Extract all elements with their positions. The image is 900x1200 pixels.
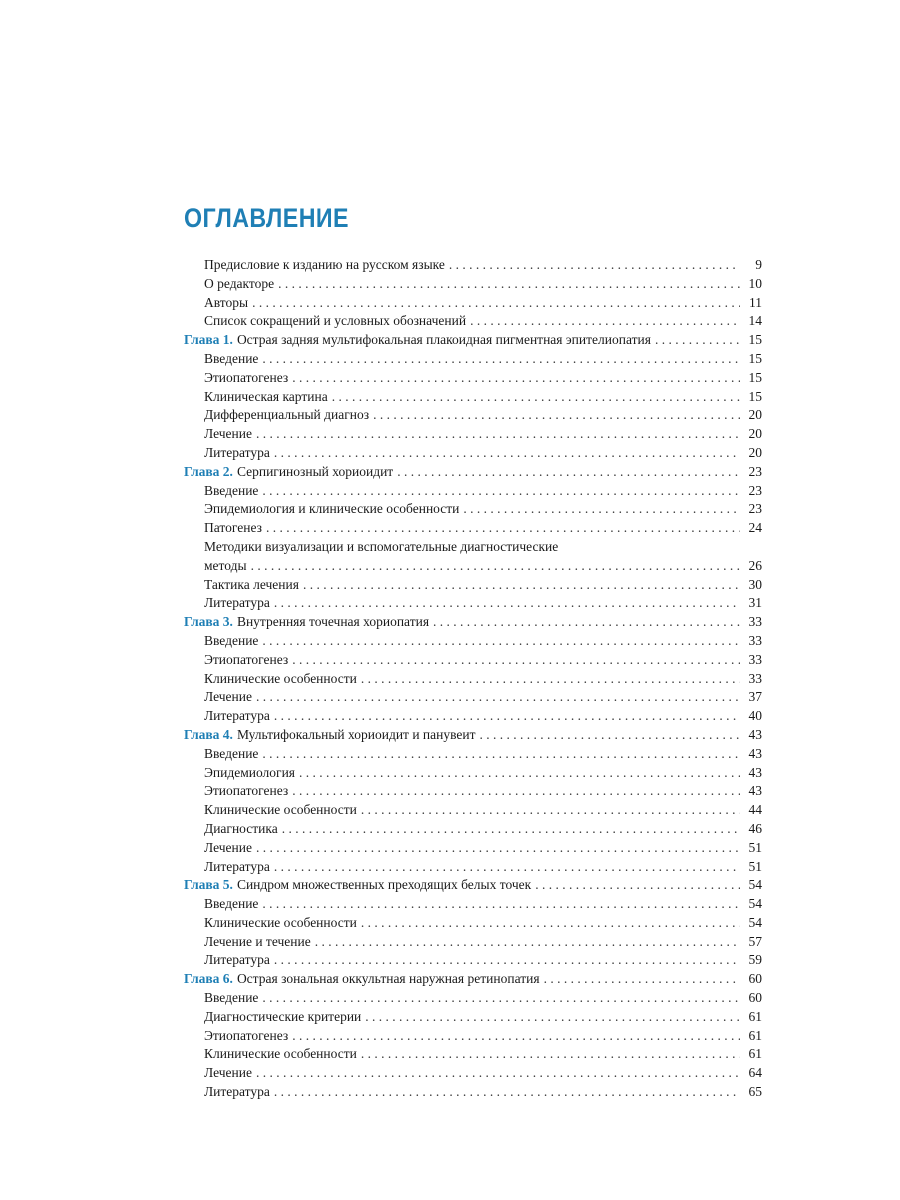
toc-entry-label xyxy=(204,594,270,613)
toc-entry-text: Этиопатогенез xyxy=(204,369,289,385)
page-number: 26 xyxy=(748,557,762,573)
dot-leader xyxy=(262,632,740,651)
toc-entry-text: Клинические особенности xyxy=(204,670,357,686)
toc-entry-label xyxy=(184,331,651,350)
toc-entry-label xyxy=(184,463,393,482)
toc-chapter-entry[interactable] xyxy=(184,876,762,895)
toc-entry-text: Лечение xyxy=(204,1065,252,1081)
dot-leader xyxy=(274,858,740,877)
toc-entry-label xyxy=(204,895,258,914)
page-number: 20 xyxy=(748,444,762,460)
page-number: 61 xyxy=(748,1046,762,1062)
dot-leader xyxy=(251,557,740,576)
page-number: 54 xyxy=(748,914,762,930)
toc-entry[interactable] xyxy=(184,444,762,463)
toc-entry-text: Список сокращений и условных обозначений xyxy=(204,313,467,329)
toc-entry[interactable] xyxy=(184,312,762,331)
dot-leader xyxy=(292,782,740,801)
toc-entry[interactable] xyxy=(184,388,762,407)
toc-chapter-entry[interactable] xyxy=(184,970,762,989)
toc-entry-label xyxy=(204,951,270,970)
toc-entry-text: методы xyxy=(204,557,247,573)
toc-entry-text: Диагностические критерии xyxy=(204,1008,362,1024)
toc-entry-label xyxy=(204,1083,270,1102)
toc-entry-text: О редакторе xyxy=(204,275,275,291)
dot-leader xyxy=(274,444,740,463)
dot-leader xyxy=(262,350,740,369)
page-number: 43 xyxy=(748,764,762,780)
dot-leader xyxy=(274,707,740,726)
page-number: 23 xyxy=(748,482,762,498)
page-number: 51 xyxy=(748,858,762,874)
dot-leader xyxy=(361,670,740,689)
toc-entry-label xyxy=(204,1027,288,1046)
toc-entry-label xyxy=(204,500,459,519)
toc-entry-label xyxy=(204,632,258,651)
dot-leader xyxy=(299,764,740,783)
toc-entry-text: Литература xyxy=(204,858,270,874)
toc-entry-label xyxy=(204,482,258,501)
page-number: 10 xyxy=(748,275,762,291)
toc-entry-text-line1: Методики визуализации и вспомогательные диагностические xyxy=(204,538,559,554)
toc-entry-label xyxy=(204,369,288,388)
toc-entry-label xyxy=(204,651,288,670)
dot-leader xyxy=(278,275,740,294)
page-number: 15 xyxy=(748,332,762,348)
dot-leader xyxy=(470,312,740,331)
page-number: 61 xyxy=(748,1008,762,1024)
toc-entry-text: Лечение xyxy=(204,839,252,855)
toc-entry[interactable] xyxy=(184,1045,762,1064)
toc-entry[interactable] xyxy=(184,933,762,952)
dot-leader xyxy=(373,406,740,425)
toc-entry[interactable] xyxy=(184,576,762,595)
page-number: 54 xyxy=(748,877,762,893)
dot-leader xyxy=(274,1083,740,1102)
toc-entry[interactable] xyxy=(184,519,762,538)
toc-entry[interactable] xyxy=(184,1008,762,1027)
page-number: 40 xyxy=(748,708,762,724)
toc-entry-text: Этиопатогенез xyxy=(204,651,289,667)
toc-entry[interactable] xyxy=(184,895,762,914)
toc-entry[interactable] xyxy=(184,989,762,1008)
toc-entry-label xyxy=(204,444,270,463)
toc-entry-label xyxy=(204,425,252,444)
dot-leader xyxy=(535,876,740,895)
toc-entry-text: Острая зональная оккультная наружная ретинопатия xyxy=(236,971,540,987)
toc-entry-label xyxy=(204,1064,252,1083)
toc-entry-label xyxy=(204,914,357,933)
toc-entry-text: Литература xyxy=(204,708,270,724)
dot-leader xyxy=(292,369,740,388)
toc-entry-label xyxy=(204,275,274,294)
page-number: 51 xyxy=(748,839,762,855)
table-of-contents xyxy=(184,256,762,1102)
dot-leader xyxy=(256,425,740,444)
toc-chapter-entry[interactable] xyxy=(184,331,762,350)
toc-entry-label xyxy=(184,876,531,895)
dot-leader xyxy=(315,933,740,952)
toc-entry[interactable] xyxy=(184,1027,762,1046)
chapter-number: Глава 5. xyxy=(184,877,233,893)
toc-entry-label xyxy=(204,670,357,689)
page-number: 14 xyxy=(748,313,762,329)
toc-entry-text: Тактика лечения xyxy=(204,576,299,592)
dot-leader xyxy=(262,745,740,764)
toc-entry-label xyxy=(204,989,258,1008)
toc-entry-label xyxy=(204,801,357,820)
toc-entry-label xyxy=(204,406,369,425)
toc-entry-label xyxy=(204,688,252,707)
toc-entry[interactable] xyxy=(184,594,762,613)
dot-leader xyxy=(274,951,740,970)
page-number: 33 xyxy=(748,632,762,648)
toc-entry-text: Патогенез xyxy=(204,520,262,536)
dot-leader xyxy=(262,989,740,1008)
toc-entry[interactable] xyxy=(184,369,762,388)
toc-entry-text: Острая задняя мультифокальная плакоидная пигментная эпителиопатия xyxy=(236,332,651,348)
page-number: 15 xyxy=(748,369,762,385)
toc-entry[interactable] xyxy=(184,1083,762,1102)
toc-entry-text: Лечение и течение xyxy=(204,933,311,949)
toc-entry-label xyxy=(204,745,258,764)
dot-leader xyxy=(544,970,740,989)
page-number: 37 xyxy=(748,689,762,705)
dot-leader xyxy=(303,576,740,595)
dot-leader xyxy=(282,820,740,839)
toc-entry-label xyxy=(204,557,247,576)
toc-entry-text: Литература xyxy=(204,444,270,460)
toc-entry-text: Введение xyxy=(204,632,259,648)
toc-entry[interactable] xyxy=(184,801,762,820)
page-number: 60 xyxy=(748,971,762,987)
toc-entry-text: Этиопатогенез xyxy=(204,1027,289,1043)
page-number: 24 xyxy=(748,520,762,536)
dot-leader xyxy=(361,801,740,820)
toc-entry-text: Мультифокальный хориоидит и панувеит xyxy=(236,726,476,742)
toc-entry[interactable] xyxy=(184,632,762,651)
toc-entry[interactable] xyxy=(184,350,762,369)
toc-entry-label xyxy=(204,933,311,952)
toc-entry-text: Авторы xyxy=(204,294,249,310)
dot-leader xyxy=(256,1064,740,1083)
chapter-number: Глава 4. xyxy=(184,726,233,742)
toc-entry-text: Введение xyxy=(204,990,259,1006)
toc-entry[interactable] xyxy=(204,557,762,576)
toc-entry-text: Синдром множественных преходящих белых точек xyxy=(236,877,532,893)
dot-leader xyxy=(256,688,740,707)
dot-leader xyxy=(449,256,740,275)
toc-entry[interactable] xyxy=(184,858,762,877)
dot-leader xyxy=(655,331,740,350)
toc-entry-label xyxy=(204,858,270,877)
toc-entry[interactable] xyxy=(184,688,762,707)
dot-leader xyxy=(361,914,740,933)
page-number: 61 xyxy=(748,1027,762,1043)
toc-entry-text: Клиническая картина xyxy=(204,388,328,404)
toc-entry-label xyxy=(204,1008,361,1027)
toc-entry-label xyxy=(204,312,466,331)
chapter-number: Глава 1. xyxy=(184,332,233,348)
toc-entry-text: Лечение xyxy=(204,689,252,705)
toc-entry-label xyxy=(184,970,540,989)
chapter-number: Глава 2. xyxy=(184,463,233,479)
toc-entry-text: Предисловие к изданию на русском языке xyxy=(204,257,445,272)
page-number: 43 xyxy=(748,726,762,742)
page-number: 33 xyxy=(748,670,762,686)
toc-entry-text: Введение xyxy=(204,896,259,912)
toc-entry[interactable] xyxy=(184,670,762,689)
dot-leader xyxy=(262,482,740,501)
dot-leader xyxy=(266,519,740,538)
page-number: 65 xyxy=(748,1084,762,1100)
page-number: 59 xyxy=(748,952,762,968)
toc-entry-label xyxy=(204,707,270,726)
toc-entry-label xyxy=(204,1045,357,1064)
toc-entry[interactable] xyxy=(184,707,762,726)
dot-leader xyxy=(480,726,740,745)
toc-entry-label xyxy=(204,294,248,313)
dot-leader xyxy=(274,594,740,613)
dot-leader xyxy=(397,463,740,482)
page-number: 43 xyxy=(748,745,762,761)
page-number: 57 xyxy=(748,933,762,949)
dot-leader xyxy=(292,1027,740,1046)
toc-entry[interactable] xyxy=(184,782,762,801)
page-number: 43 xyxy=(748,783,762,799)
toc-entry[interactable] xyxy=(184,951,762,970)
page-number: 23 xyxy=(748,501,762,517)
toc-entry-label xyxy=(204,256,445,275)
toc-entry-text: Клинические особенности xyxy=(204,914,357,930)
page-number: 30 xyxy=(748,576,762,592)
toc-entry-text: Клинические особенности xyxy=(204,802,357,818)
toc-entry[interactable] xyxy=(184,406,762,425)
toc-entry-label xyxy=(204,839,252,858)
page-number: 9 xyxy=(755,257,762,272)
dot-leader xyxy=(365,1008,740,1027)
toc-entry-text: Серпигинозный хориоидит xyxy=(236,463,394,479)
toc-entry-text: Этиопатогенез xyxy=(204,783,289,799)
page-number: 33 xyxy=(748,651,762,667)
page-number: 15 xyxy=(748,388,762,404)
toc-entry[interactable] xyxy=(184,651,762,670)
toc-entry-text: Внутренняя точечная хориопатия xyxy=(236,614,430,630)
dot-leader xyxy=(252,294,740,313)
toc-entry-text: Лечение xyxy=(204,426,252,442)
toc-entry-label xyxy=(204,350,258,369)
dot-leader xyxy=(332,388,740,407)
toc-entry-text: Дифференциальный диагноз xyxy=(204,407,370,423)
toc-entry-text: Эпидемиология и клинические особенности xyxy=(204,501,460,517)
toc-entry-text: Литература xyxy=(204,1084,270,1100)
toc-entry-text: Введение xyxy=(204,350,259,366)
toc-entry-text: Эпидемиология xyxy=(204,764,296,780)
toc-entry-text: Литература xyxy=(204,595,270,611)
toc-entry-label xyxy=(204,820,278,839)
toc-entry-label xyxy=(184,613,429,632)
toc-entry-label xyxy=(184,726,476,745)
page-number: 44 xyxy=(748,802,762,818)
dot-leader xyxy=(361,1045,740,1064)
toc-entry[interactable] xyxy=(184,820,762,839)
dot-leader xyxy=(292,651,740,670)
toc-entry[interactable] xyxy=(184,275,762,294)
page-number: 15 xyxy=(748,350,762,366)
page-number: 64 xyxy=(748,1065,762,1081)
page-number: 11 xyxy=(749,294,762,310)
toc-entry[interactable] xyxy=(184,839,762,858)
toc-entry-multiline[interactable] xyxy=(184,538,762,576)
page-number: 60 xyxy=(748,990,762,1006)
dot-leader xyxy=(463,500,740,519)
toc-entry-text: Диагностика xyxy=(204,820,278,836)
toc-entry-label xyxy=(204,576,299,595)
toc-entry[interactable] xyxy=(184,764,762,783)
page-number: 46 xyxy=(748,820,762,836)
toc-chapter-entry[interactable] xyxy=(184,726,762,745)
toc-entry-label xyxy=(204,782,288,801)
toc-entry[interactable] xyxy=(184,425,762,444)
toc-entry[interactable] xyxy=(184,500,762,519)
chapter-number: Глава 6. xyxy=(184,971,233,987)
toc-entry-text: Введение xyxy=(204,482,259,498)
toc-entry-text: Литература xyxy=(204,952,270,968)
page-number: 20 xyxy=(748,407,762,423)
toc-entry[interactable] xyxy=(184,914,762,933)
dot-leader xyxy=(262,895,740,914)
toc-entry-label xyxy=(204,388,328,407)
toc-entry-label xyxy=(204,519,262,538)
toc-entry[interactable] xyxy=(184,482,762,501)
page-title: ОГЛАВЛЕНИЕ xyxy=(184,203,349,233)
dot-leader xyxy=(433,613,740,632)
page-number: 54 xyxy=(748,896,762,912)
toc-entry[interactable] xyxy=(184,294,762,313)
chapter-number: Глава 3. xyxy=(184,614,233,630)
toc-entry-text: Клинические особенности xyxy=(204,1046,357,1062)
toc-chapter-entry[interactable] xyxy=(184,463,762,482)
toc-entry[interactable] xyxy=(184,256,762,275)
page-number: 20 xyxy=(748,426,762,442)
page-number: 31 xyxy=(748,595,762,611)
toc-entry-text: Введение xyxy=(204,745,259,761)
page-number: 23 xyxy=(748,463,762,479)
toc-entry[interactable] xyxy=(184,1064,762,1083)
toc-entry-label xyxy=(204,764,295,783)
toc-chapter-entry[interactable] xyxy=(184,613,762,632)
page-number: 33 xyxy=(748,614,762,630)
dot-leader xyxy=(256,839,740,858)
toc-entry[interactable] xyxy=(184,745,762,764)
